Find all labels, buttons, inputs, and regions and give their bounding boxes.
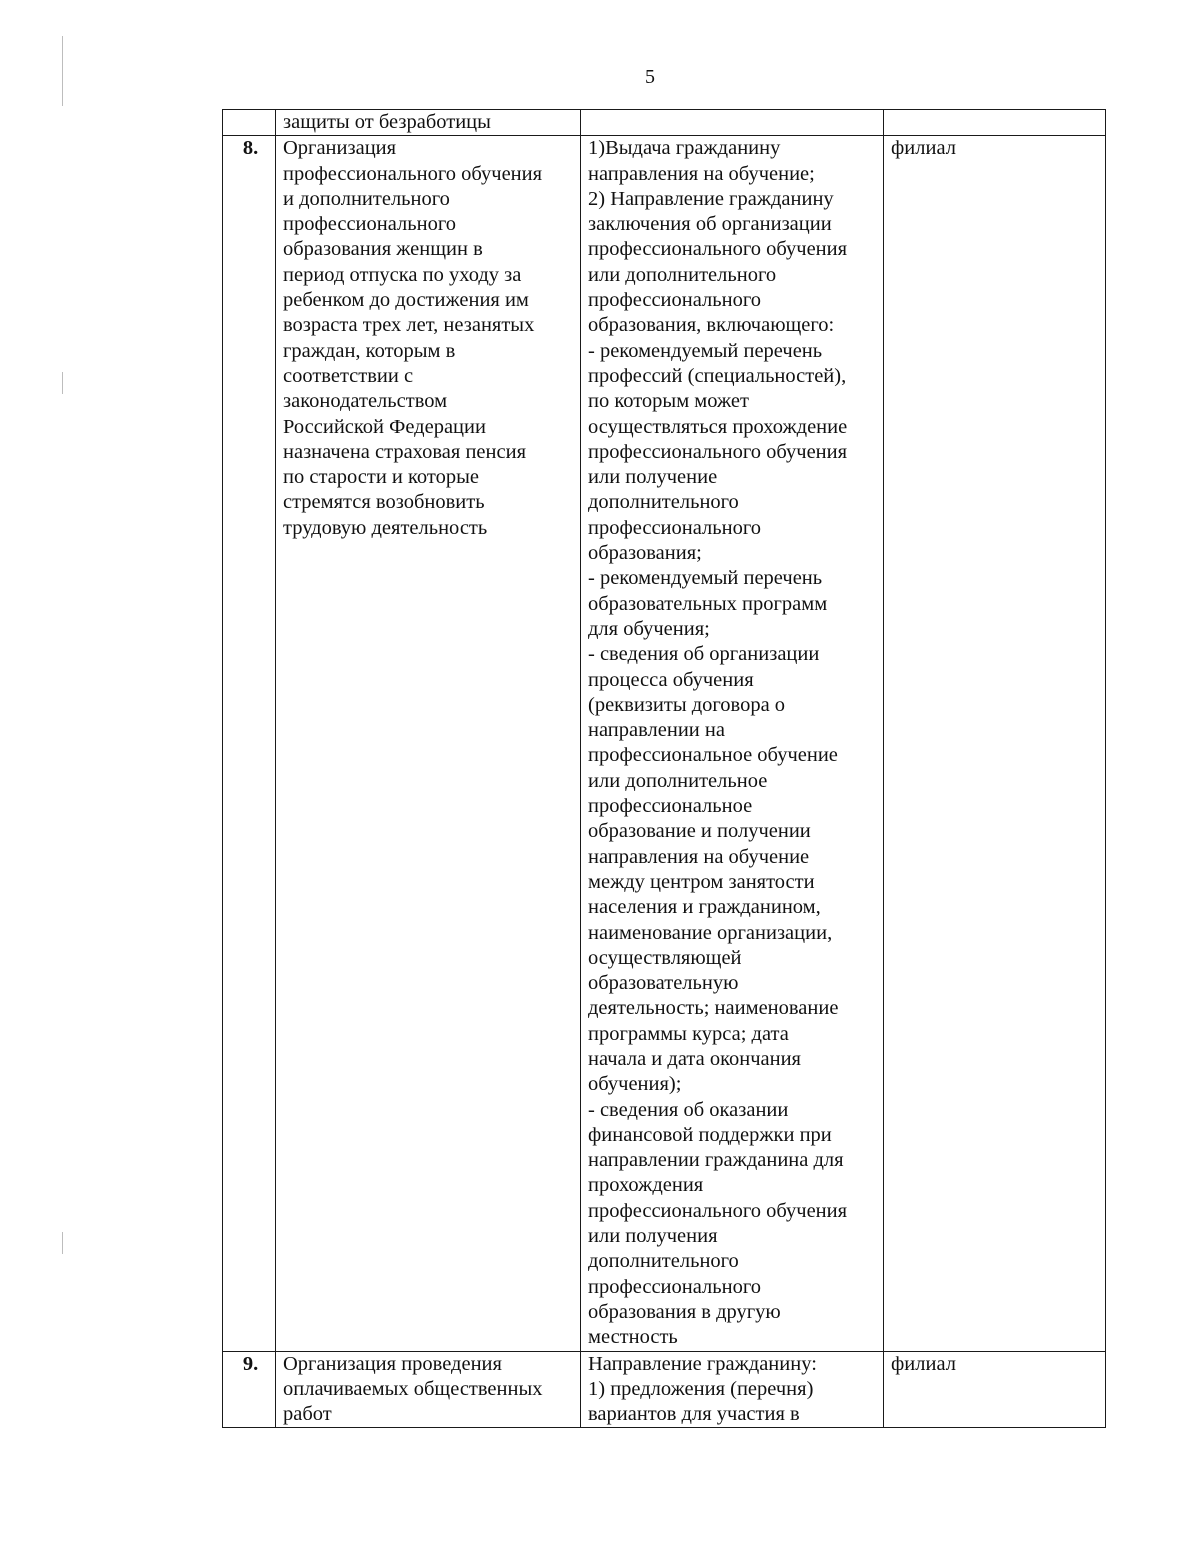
service-result-cell-line: населения и гражданином, — [588, 896, 821, 919]
service-result-cell-line: - рекомендуемый перечень — [588, 567, 823, 590]
service-result-cell-line: образования в другую — [588, 1300, 781, 1323]
service-result-cell-line: по которым может — [588, 390, 749, 413]
row-number-cell: 8. — [223, 136, 276, 1351]
service-name-cell-line: по старости и которые — [283, 466, 479, 489]
service-result-cell-line: осуществляться прохождение — [588, 415, 848, 438]
services-table — [222, 109, 1106, 1428]
service-result-cell-line: направления на обучение — [588, 845, 810, 868]
service-result-cell-line: дополнительного — [588, 491, 739, 514]
service-name-cell-line: ребенком до достижения им — [283, 289, 529, 312]
service-result-cell-line: заключения об организации — [588, 213, 832, 236]
executor-cell — [884, 110, 1106, 136]
service-result-cell-line: или получение — [588, 466, 718, 489]
service-result-cell-line: профессионального — [588, 1275, 761, 1298]
service-result-cell-line: профессиональное обучение — [588, 744, 838, 767]
service-name-cell-line: и дополнительного — [283, 187, 450, 210]
service-name-cell-line: защиты от безработицы — [283, 111, 491, 133]
service-result-cell-line: Направление гражданину: — [588, 1352, 817, 1375]
executor-cell: филиал — [884, 1351, 1106, 1428]
service-result-cell-line: - сведения об организации — [588, 643, 820, 666]
service-result-cell-line: (реквизиты договора о — [588, 693, 786, 716]
service-result-cell-line: профессионального — [588, 289, 761, 312]
service-name-cell-line: профессионального обучения — [283, 162, 543, 185]
service-result-cell-line: обучения); — [588, 1073, 682, 1096]
service-result-cell-line: процесса обучения — [588, 668, 754, 691]
service-result-cell-line: профессионального — [588, 516, 761, 539]
scan-artifact-line — [62, 1232, 63, 1254]
service-name-cell-line: Российской Федерации — [283, 415, 486, 438]
service-name-cell-line: законодательством — [283, 390, 448, 413]
service-name-cell-line: граждан, которым в — [283, 339, 456, 362]
service-name-cell-line: назначена страховая пенсия — [283, 440, 526, 463]
service-result-cell-line: профессионального обучения — [588, 1199, 848, 1222]
service-name-cell-line: оплачиваемых общественных — [283, 1377, 543, 1400]
service-result-cell-line: вариантов для участия в — [588, 1403, 800, 1426]
page-number: 5 — [645, 66, 655, 88]
service-result-cell-line: для обучения; — [588, 617, 710, 640]
service-name-cell — [276, 110, 581, 136]
service-result-cell-line: 1) предложения (перечня) — [588, 1377, 814, 1400]
service-name-cell-line: период отпуска по уходу за — [283, 263, 522, 286]
service-result-cell-line: начала и дата окончания — [588, 1047, 801, 1070]
service-result-cell-line: образования, включающего: — [588, 314, 835, 337]
service-name-cell-line: Организация — [283, 137, 397, 160]
service-result-cell-line: деятельность; наименование — [588, 997, 839, 1020]
service-name-cell-line: возраста трех лет, незанятых — [283, 314, 535, 337]
service-name-cell — [276, 1351, 581, 1428]
service-result-cell-line: - сведения об оказании — [588, 1098, 789, 1121]
service-name-cell-line: профессионального — [283, 213, 456, 236]
scan-artifact-line — [62, 372, 63, 394]
service-result-cell-line: или дополнительное — [588, 769, 768, 792]
service-result-cell-line: образовательную — [588, 972, 739, 995]
table-row — [223, 1351, 1106, 1428]
service-result-cell-line: образование и получении — [588, 820, 811, 843]
service-result-cell-line: направления на обучение; — [588, 162, 815, 185]
service-result-cell-line: направлении на — [588, 719, 725, 742]
service-result-cell — [581, 1351, 884, 1428]
table-row — [223, 136, 1106, 1351]
service-result-cell-line: программы курса; дата — [588, 1022, 789, 1045]
service-result-cell-line: осуществляющей — [588, 946, 742, 969]
service-result-cell-line: профессионального обучения — [588, 238, 848, 261]
service-result-cell-line: профессий (специальностей), — [588, 364, 847, 387]
service-result-cell-line: 2) Направление гражданину — [588, 187, 834, 210]
service-result-cell — [581, 136, 884, 1351]
service-result-cell-line: направлении гражданина для — [588, 1149, 844, 1172]
service-result-cell — [581, 110, 884, 136]
service-result-cell-line: между центром занятости — [588, 870, 815, 893]
row-number-cell — [223, 110, 276, 136]
service-result-cell-line: наименование организации, — [588, 921, 833, 944]
service-name-cell-line: работ — [283, 1403, 332, 1426]
service-result-cell-line: образовательных программ — [588, 592, 828, 615]
executor-cell: филиал — [884, 136, 1106, 1351]
service-result-cell-line: профессиональное — [588, 795, 753, 818]
row-number-cell: 9. — [223, 1351, 276, 1428]
service-result-cell-line: 1)Выдача гражданину — [588, 137, 781, 160]
table-row — [223, 110, 1106, 136]
service-name-cell — [276, 136, 581, 1351]
service-result-cell-line: - рекомендуемый перечень — [588, 339, 823, 362]
service-name-cell-line: соответствии с — [283, 364, 414, 387]
service-result-cell-line: финансовой поддержки при — [588, 1123, 832, 1146]
service-name-cell-line: Организация проведения — [283, 1352, 502, 1375]
service-result-cell-line: образования; — [588, 542, 702, 565]
services-table-body — [223, 110, 1106, 1428]
service-result-cell-line: местность — [588, 1326, 678, 1349]
service-result-cell-line: профессионального обучения — [588, 440, 848, 463]
service-name-cell-line: трудовую деятельность — [283, 516, 488, 539]
service-name-cell-line: образования женщин в — [283, 238, 483, 261]
service-name-cell-line: стремятся возобновить — [283, 491, 485, 514]
service-result-cell-line: дополнительного — [588, 1250, 739, 1273]
service-result-cell-line: прохождения — [588, 1174, 704, 1197]
service-result-cell-line: или получения — [588, 1225, 718, 1248]
service-result-cell-line: или дополнительного — [588, 263, 777, 286]
